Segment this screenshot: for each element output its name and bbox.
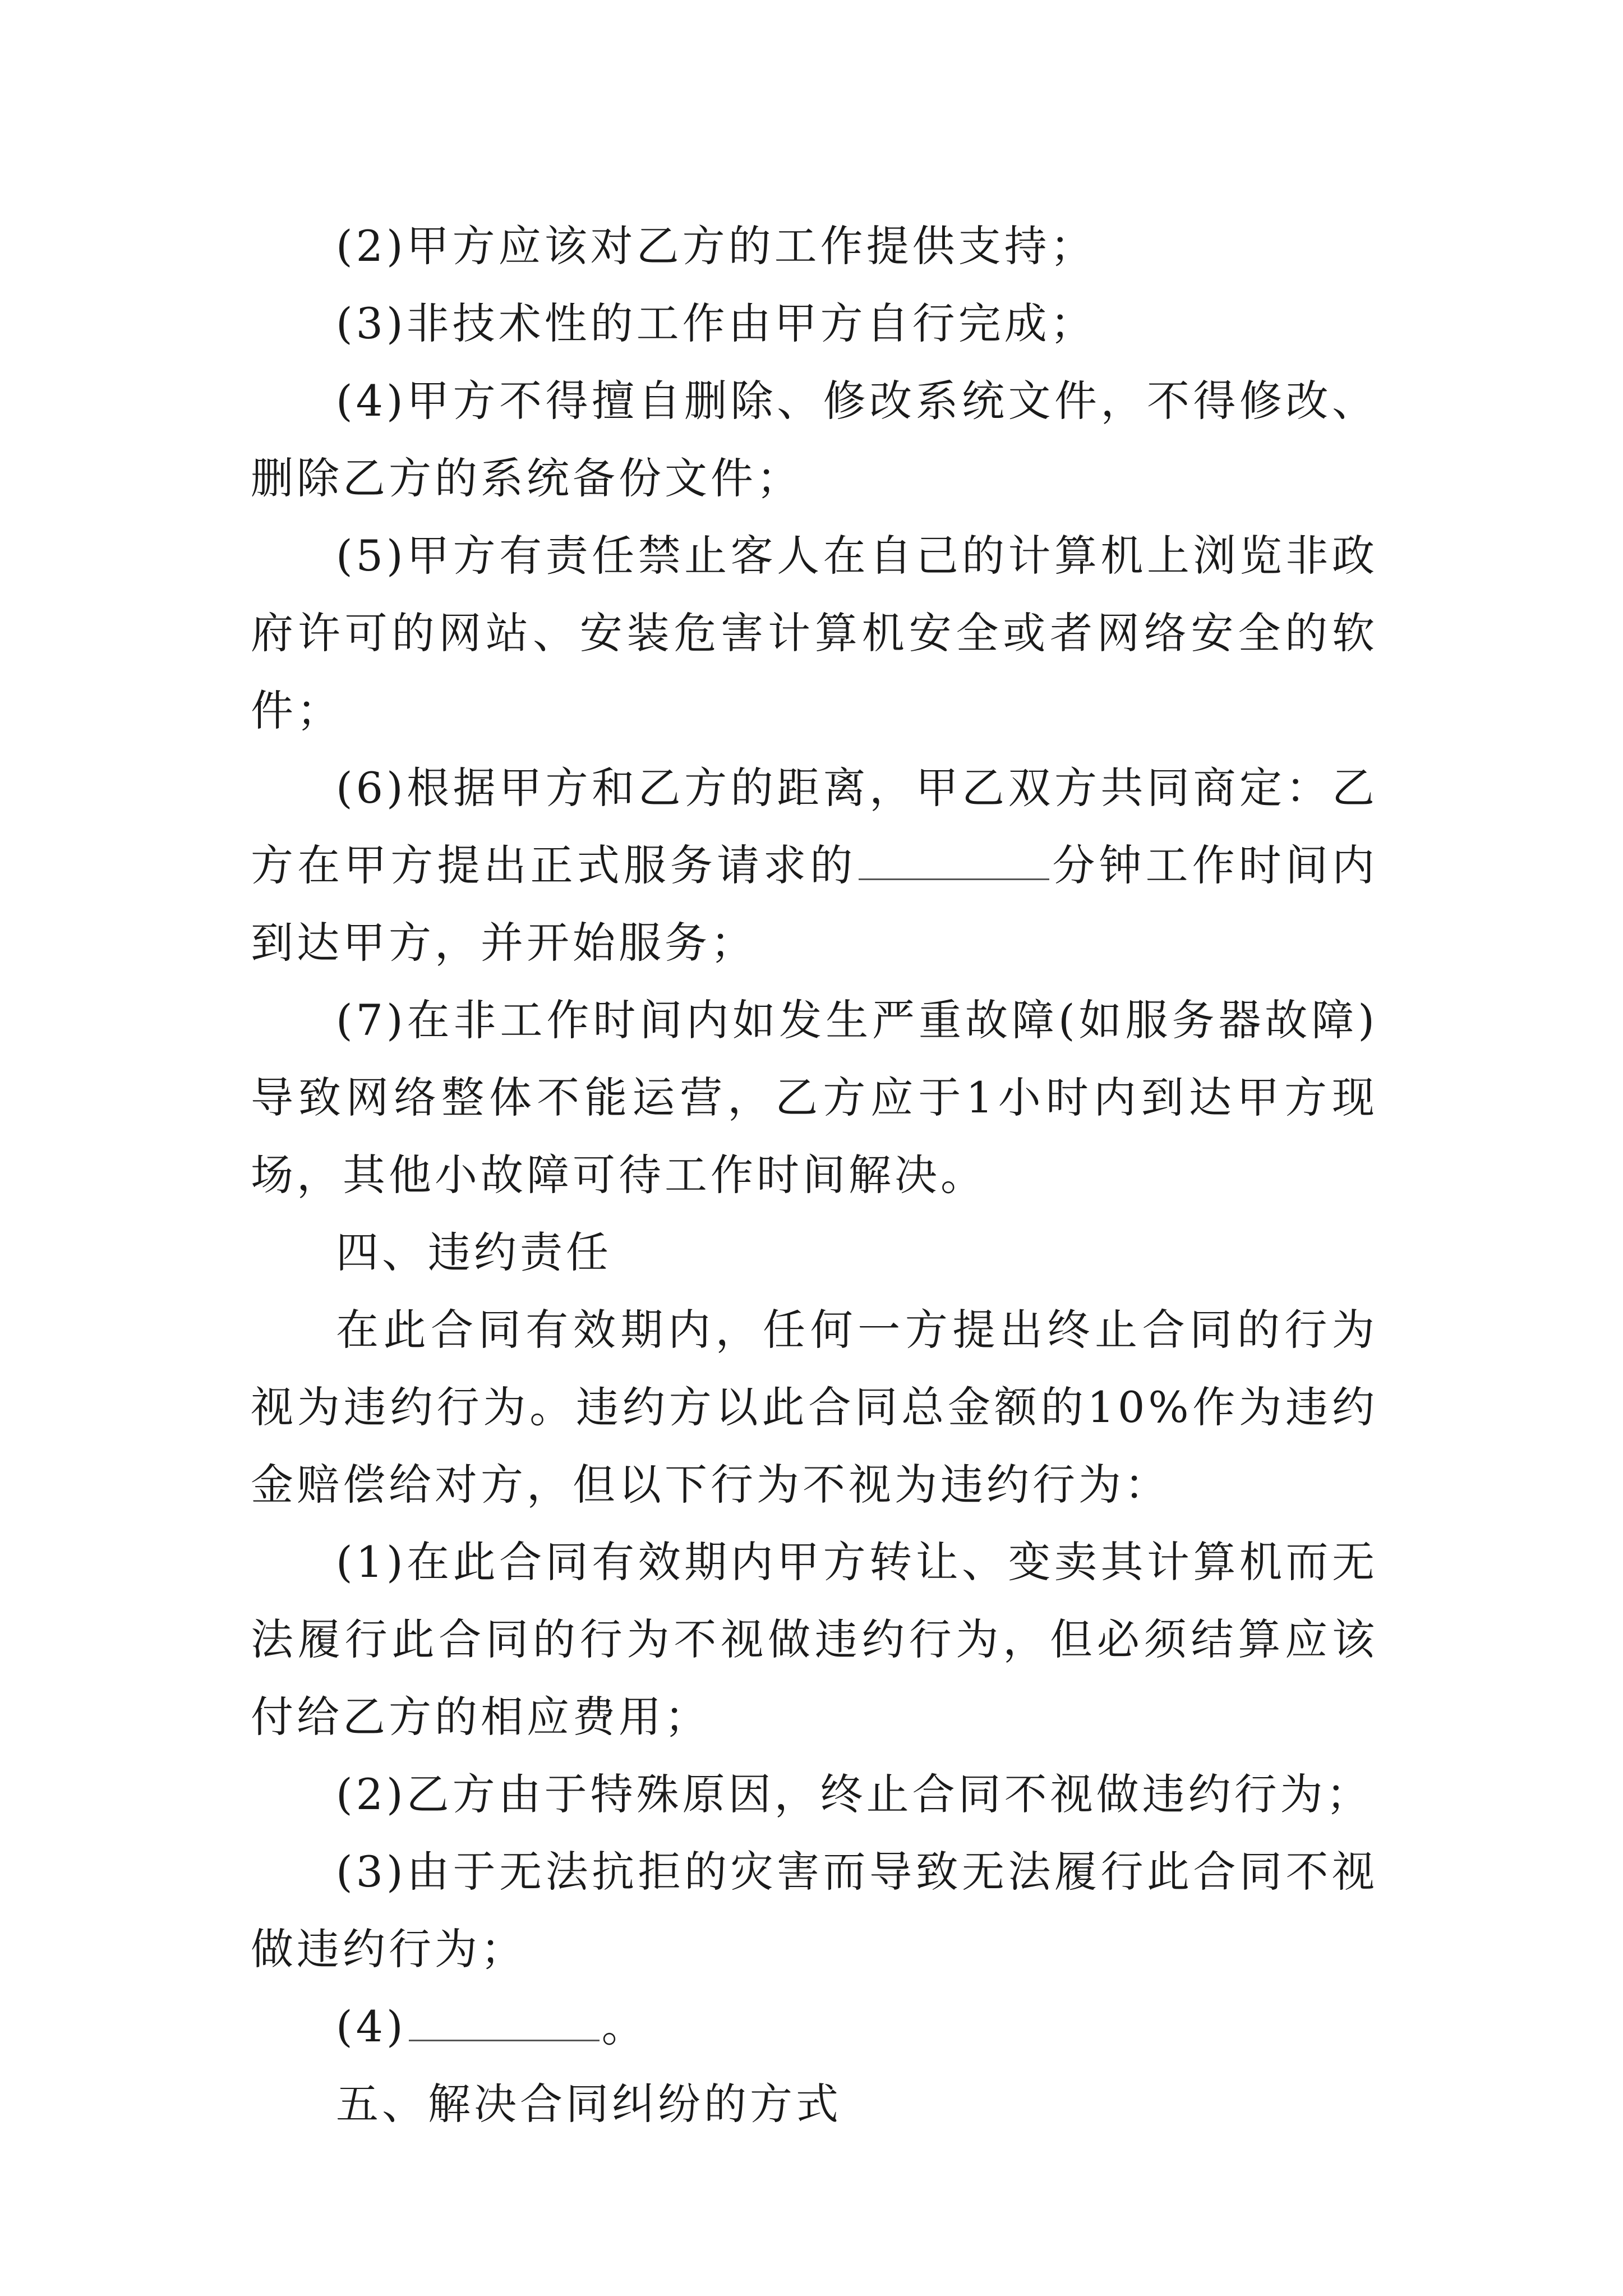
fill-in-blank-exception [409, 2000, 600, 2041]
breach-exception-1: (1)在此合同有效期内甲方转让、变卖其计算机而无法履行此合同的行为不视做违约行为，但必须结算应该付给乙方的相应费用； [251, 1537, 1378, 1742]
fill-in-blank-minutes [859, 839, 1049, 880]
clause-6-text-after: 分钟工作时间内到达甲方，并开始服务； [251, 840, 1378, 968]
clause-6 [251, 749, 1378, 982]
section-heading-dispute: 五、解决合同纠纷的方式 [336, 2079, 842, 2129]
clause-5: (5)甲方有责任禁止客人在自己的计算机上浏览非政府许可的网站、安装危害计算机安全或者网络安全的软件； [251, 531, 1378, 735]
breach-exception-4-end: 。 [601, 2001, 648, 2051]
breach-exception-3: (3)由于无法抗拒的灾害而导致无法履行此合同不视做违约行为； [251, 1847, 1378, 1974]
breach-exception-4 [251, 1988, 1378, 2065]
document-body [251, 208, 1378, 2143]
clause-2: (2)甲方应该对乙方的工作提供支持； [336, 221, 1096, 271]
clause-6-text-before: (6)根据甲方和乙方的距离，甲乙双方共同商定：乙方在甲方提出正式服务请求的 [251, 763, 1378, 890]
breach-exception-4-number: (4) [336, 2001, 407, 2051]
breach-intro: 在此合同有效期内，任何一方提出终止合同的行为视为违约行为。违约方以此合同总金额的10%作为违约金赔偿给对方，但以下行为不视为违约行为： [251, 1305, 1378, 1510]
breach-exception-2: (2)乙方由于特殊原因，终止合同不视做违约行为； [336, 1769, 1372, 1819]
clause-7: (7)在非工作时间内如发生严重故障(如服务器故障)导致网络整体不能运营，乙方应于1小时内到达甲方现场，其他小故障可待工作时间解决。 [251, 995, 1378, 1200]
section-heading-breach: 四、违约责任 [336, 1227, 612, 1277]
clause-4: (4)甲方不得擅自删除、修改系统文件，不得修改、删除乙方的系统备份文件； [251, 376, 1378, 503]
clause-3: (3)非技术性的工作由甲方自行完成； [336, 298, 1096, 348]
